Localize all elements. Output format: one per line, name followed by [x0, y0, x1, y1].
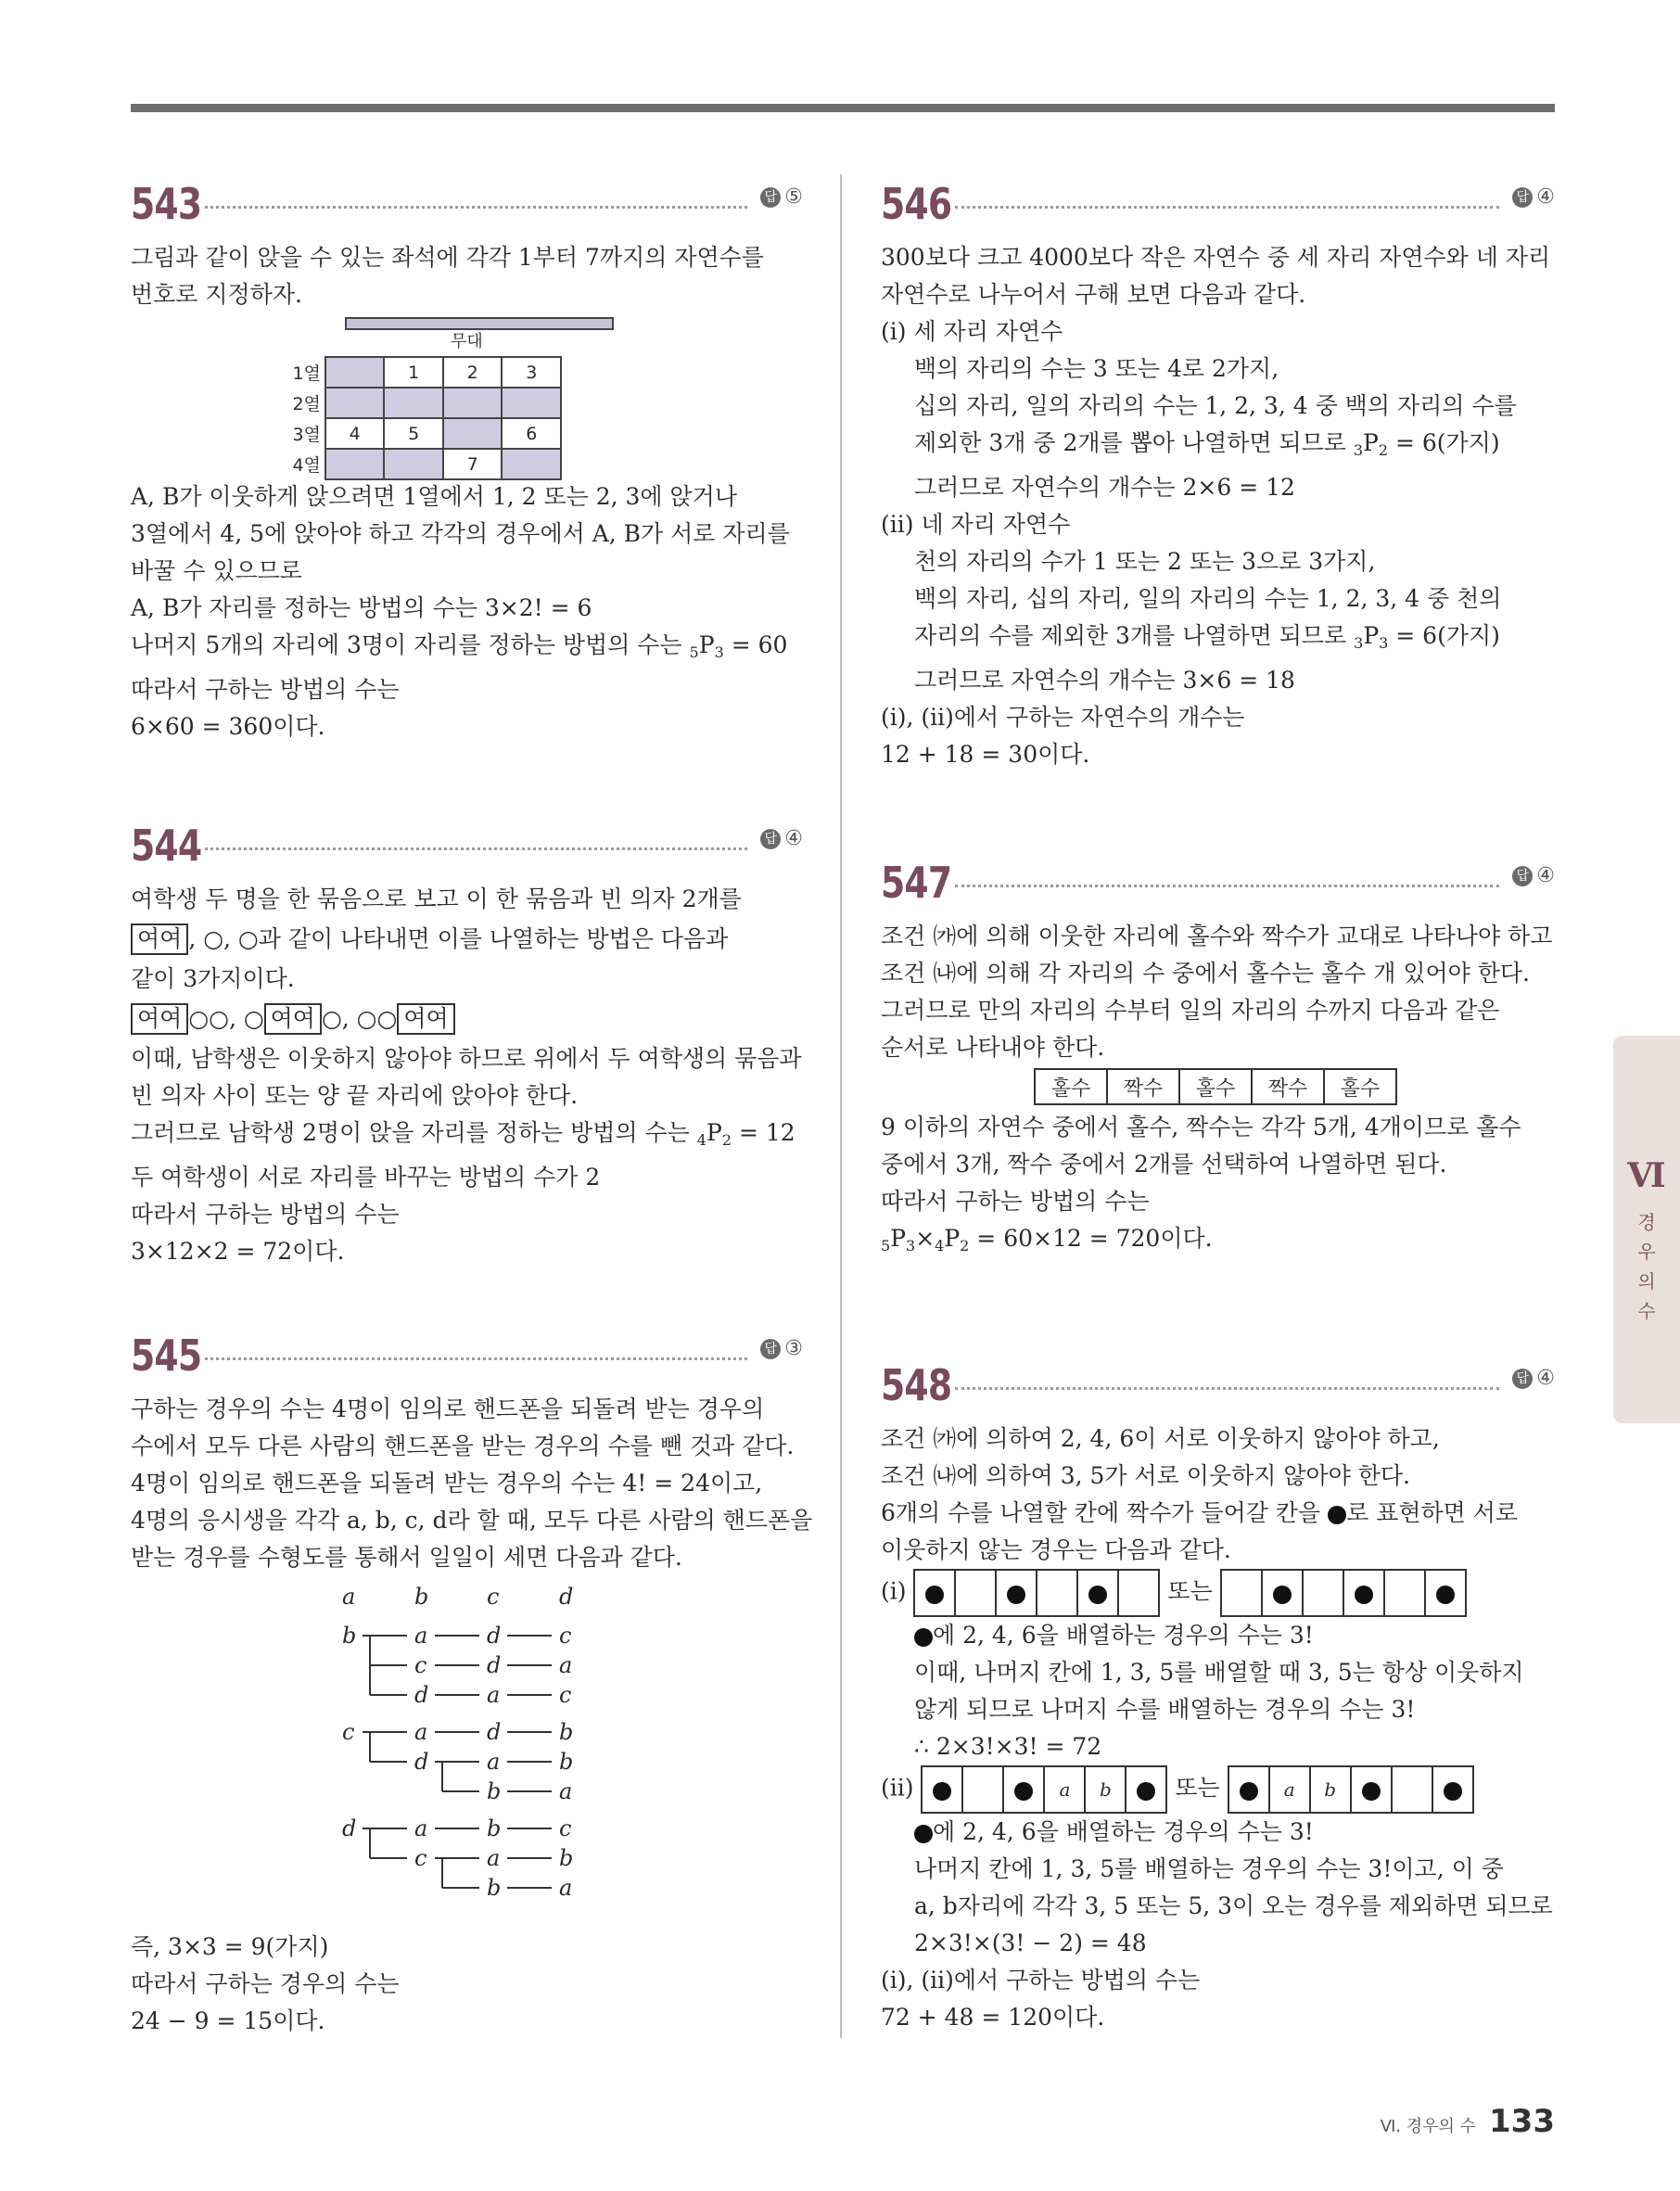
- seat: 7: [443, 449, 503, 479]
- text-line: 나머지 칸에 1, 3, 5를 배열하는 경우의 수는 3!이고, 이 중: [914, 1855, 1504, 1882]
- text-line: 번호로 지정하자.: [131, 281, 302, 308]
- perm-n: 4: [935, 1237, 945, 1255]
- filled-dot-icon: [925, 1586, 944, 1604]
- pair-box: 여여: [397, 1003, 454, 1035]
- arrangements: [131, 998, 803, 1040]
- answer: [760, 827, 803, 850]
- text-line: 24 − 9 = 15이다.: [131, 2007, 325, 2034]
- tree-node: c: [414, 1845, 427, 1871]
- tree-node: d: [414, 1749, 429, 1775]
- tree-node: a: [414, 1623, 428, 1649]
- perm-r: 3: [1379, 634, 1389, 652]
- slot: [1425, 1570, 1466, 1616]
- seat: 3: [502, 357, 561, 388]
- slot: [1037, 1570, 1077, 1616]
- text-line: 바꿀 수 있으므로: [131, 557, 302, 584]
- seat: 5: [384, 418, 443, 449]
- tree-node: b: [559, 1749, 574, 1775]
- problem-header: [881, 174, 1555, 234]
- text: = 60×12 = 720이다.: [969, 1225, 1213, 1252]
- pair-box: 여여: [131, 1003, 188, 1035]
- tree-node: b: [342, 1623, 357, 1649]
- filled-dot-icon: [914, 1628, 933, 1647]
- text-line: 십의 자리, 일의 자리의 수는 1, 2, 3, 4 중 백의 자리의 수를: [914, 392, 1517, 419]
- slot: [1303, 1570, 1343, 1616]
- perm-p: P: [890, 1225, 907, 1252]
- parity-cell: 짝수: [1107, 1069, 1179, 1104]
- text: = 6(가지): [1388, 429, 1500, 456]
- row-label: 3열: [292, 425, 321, 445]
- text-line: 받는 경우를 수형도를 통해서 일일이 세면 다음과 같다.: [131, 1544, 682, 1571]
- slot: [1228, 1766, 1269, 1813]
- chapter-title: [1613, 1207, 1680, 1326]
- text-line: 백의 자리의 수는 3 또는 4로 2가지,: [914, 355, 1279, 382]
- tree-node: c: [559, 1815, 572, 1841]
- slot-row: [913, 1569, 1160, 1617]
- tree-node: c: [414, 1652, 427, 1678]
- tree-node: d: [414, 1682, 429, 1708]
- seat: [502, 388, 561, 418]
- text: ○, ○○: [321, 1005, 398, 1032]
- text-line: 따라서 구하는 방법의 수는: [131, 1201, 400, 1228]
- seat: [384, 449, 443, 479]
- slot: [922, 1766, 962, 1813]
- tree-node: a: [487, 1749, 501, 1775]
- seat: 4: [325, 418, 385, 449]
- perm-n: 5: [689, 643, 699, 661]
- tree-node: a: [559, 1778, 573, 1804]
- text-line: 않게 되므로 나머지 수를 배열하는 경우의 수는 3!: [914, 1696, 1416, 1723]
- seat: [384, 388, 443, 418]
- tree-node: d: [487, 1719, 502, 1745]
- text: 제외한 3개 중 2개를 뽑아 나열하면 되므로: [914, 429, 1354, 456]
- seat: [325, 388, 385, 418]
- answer-icon: 답: [1512, 866, 1533, 886]
- text-line: 3열에서 4, 5에 앉아야 하고 각각의 경우에서 A, B가 서로 자리를: [131, 520, 790, 547]
- perm-n: 3: [1353, 441, 1364, 459]
- text-line: 2×3!×(3! − 2) = 48: [914, 1930, 1147, 1956]
- perm-p: P: [944, 1225, 961, 1252]
- tree-header: d: [559, 1584, 574, 1610]
- formula-line: [881, 618, 1555, 662]
- text-line: 그러므로 자연수의 개수는 3×6 = 18: [914, 667, 1295, 694]
- slot-row: [1220, 1569, 1467, 1617]
- text-line: 조건 ㈏에 의하여 3, 5가 서로 이웃하지 않아야 한다.: [881, 1462, 1410, 1489]
- slot: [914, 1570, 955, 1616]
- perm-r: 2: [721, 1131, 732, 1149]
- problem-543: [131, 174, 803, 745]
- text: 나머지 5개의 자리에 3명이 자리를 정하는 방법의 수는: [131, 631, 690, 658]
- tree-node: a: [414, 1719, 428, 1745]
- seat-row: [284, 388, 561, 418]
- text-line: (ⅰ) 세 자리 자연수: [881, 318, 1063, 345]
- parity-cell: 홀수: [1324, 1069, 1396, 1104]
- slot: b: [1310, 1766, 1351, 1813]
- parity-cell: 짝수: [1252, 1069, 1324, 1104]
- chapter-roman: Ⅵ: [1627, 1156, 1666, 1195]
- problem-number: 548: [881, 1360, 952, 1410]
- answer-icon: 답: [1512, 1369, 1533, 1389]
- chapter-title-char: 우: [1637, 1241, 1656, 1263]
- text-line: 그러므로 자연수의 개수는 2×6 = 12: [914, 474, 1295, 501]
- tree-header: a: [342, 1584, 356, 1610]
- tree-node: c: [559, 1623, 572, 1649]
- perm-r: 2: [1378, 441, 1389, 459]
- answer-value: ④: [1536, 864, 1555, 887]
- slot: [1392, 1766, 1432, 1813]
- text-line: 조건 ㈎에 의해 이웃한 자리에 홀수와 짝수가 교대로 나타나야 하고: [881, 923, 1553, 949]
- pair-box: 여여: [131, 924, 188, 955]
- text-line: [881, 1617, 1555, 1654]
- text-line: 구하는 경우의 수는 4명이 임의로 핸드폰을 되돌려 받는 경우의: [131, 1395, 765, 1422]
- problem-544: [131, 816, 803, 1270]
- perm-p: P: [1363, 429, 1379, 456]
- slot: [955, 1570, 996, 1616]
- dotted-leader: [205, 1357, 747, 1360]
- problem-header: [131, 816, 803, 875]
- chapter-tab: [1613, 1036, 1680, 1423]
- problem-548: [881, 1356, 1555, 2036]
- perm-p: P: [1363, 622, 1380, 649]
- text-line: (ⅰ), (ⅱ)에서 구하는 자연수의 개수는: [881, 704, 1245, 731]
- answer: [760, 185, 803, 209]
- slot: [1003, 1766, 1044, 1813]
- text-line: a, b자리에 각각 3, 5 또는 5, 3이 오는 경우를 제외하면 되므로: [914, 1892, 1553, 1919]
- text-line: 이때, 나머지 칸에 1, 3, 5를 배열할 때 3, 5는 항상 이웃하지: [914, 1659, 1524, 1686]
- text-line: 그러므로 만의 자리의 수부터 일의 자리의 수까지 다음과 같은: [881, 997, 1500, 1024]
- text-line: 4명이 임의로 핸드폰을 되돌려 받는 경우의 수는 4! = 24이고,: [131, 1470, 763, 1497]
- tree-header: b: [414, 1584, 429, 1610]
- dotted-leader: [955, 1387, 1499, 1390]
- text-line: 조건 ㈎에 의하여 2, 4, 6이 서로 이웃하지 않아야 하고,: [881, 1425, 1440, 1452]
- dotted-leader: [205, 847, 747, 850]
- problem-header: [131, 174, 803, 234]
- case-label: (ⅱ): [881, 1774, 914, 1802]
- answer: [1512, 864, 1555, 887]
- perm-r: 2: [960, 1237, 970, 1255]
- seat: [443, 388, 503, 418]
- answer-value: ③: [784, 1337, 803, 1360]
- perm-n: 4: [696, 1131, 706, 1149]
- text-line: (ⅱ) 네 자리 자연수: [881, 511, 1071, 538]
- text-line: 따라서 구하는 방법의 수는: [881, 1188, 1150, 1215]
- slot: [1351, 1766, 1392, 1813]
- slot: [1343, 1570, 1384, 1616]
- text-line: [131, 918, 803, 961]
- text: = 60: [723, 631, 788, 658]
- text-line: 자연수로 나누어서 구해 보면 다음과 같다.: [881, 281, 1306, 308]
- filled-dot-icon: [1444, 1782, 1462, 1801]
- perm-n: 3: [1354, 634, 1364, 652]
- dotted-leader: [955, 206, 1499, 209]
- text: 그러므로 남학생 2명이 앉을 자리를 정하는 방법의 수는: [131, 1119, 697, 1146]
- or-label: 또는: [1175, 1774, 1220, 1802]
- column-divider: [840, 174, 842, 2038]
- parity-cell: 홀수: [1179, 1069, 1252, 1104]
- seat-figure: [292, 313, 590, 499]
- text-line: A, B가 자리를 정하는 방법의 수는 3×2! = 6: [131, 594, 592, 621]
- case-i-slots: [881, 1569, 1555, 1617]
- row-label: 2열: [292, 394, 321, 414]
- formula-line: [881, 1220, 1555, 1265]
- problem-546: [881, 174, 1555, 773]
- chapter-title-char: 의: [1637, 1270, 1656, 1293]
- text: 6개의 수를 나열할 칸에 짝수가 들어갈 칸을: [881, 1499, 1329, 1526]
- tree-node: b: [559, 1845, 574, 1871]
- top-rule: [131, 104, 1555, 112]
- text: ×: [915, 1225, 935, 1252]
- tree-branches: [363, 1636, 552, 1888]
- tree-node: b: [487, 1875, 502, 1901]
- text: ○○, ○: [188, 1005, 264, 1032]
- seat: 6: [502, 418, 561, 449]
- text: 에 2, 4, 6을 배열하는 경우의 수는 3!: [933, 1818, 1314, 1845]
- text-line: 따라서 구하는 경우의 수는: [131, 1970, 400, 1997]
- dotted-leader: [205, 206, 747, 209]
- tree-node: d: [487, 1652, 502, 1678]
- tree-node: a: [559, 1652, 573, 1678]
- seat: 2: [443, 357, 503, 388]
- text-line: [881, 1495, 1555, 1532]
- perm-p: P: [706, 1119, 722, 1146]
- text-line: 두 여학생이 서로 자리를 바꾸는 방법의 수가 2: [131, 1164, 601, 1191]
- slot: [1384, 1570, 1425, 1616]
- text-line: 즉, 3×3 = 9(가지): [131, 1933, 329, 1960]
- perm-n: 5: [881, 1237, 891, 1255]
- slot: [1262, 1570, 1303, 1616]
- text: , ○, ○과 같이 나타내면 이를 나열하는 방법은 다음과: [188, 925, 729, 952]
- problem-header: [881, 1356, 1555, 1415]
- problem-545: [131, 1326, 813, 2040]
- answer-icon: 답: [1512, 187, 1533, 208]
- filled-dot-icon: [1014, 1782, 1033, 1801]
- seat: 1: [384, 357, 443, 388]
- tree-node: b: [559, 1719, 574, 1745]
- seat: [502, 449, 561, 479]
- slot: [996, 1570, 1037, 1616]
- parity-cell: 홀수: [1035, 1069, 1107, 1104]
- or-label: 또는: [1167, 1577, 1213, 1605]
- filled-dot-icon: [1137, 1782, 1155, 1801]
- text-line: 그림과 같이 앉을 수 있는 좌석에 각각 1부터 7까지의 자연수를: [131, 244, 764, 271]
- tree-node: b: [487, 1815, 502, 1841]
- parity-table: [1034, 1068, 1397, 1105]
- text-line: (ⅰ), (ⅱ)에서 구하는 방법의 수는: [881, 1967, 1201, 1994]
- chapter-title-char: 경: [1637, 1211, 1656, 1233]
- text: = 6(가지): [1388, 622, 1500, 649]
- filled-dot-icon: [914, 1825, 933, 1843]
- filled-dot-icon: [933, 1782, 951, 1801]
- answer-value: ④: [784, 827, 803, 850]
- text-line: 여학생 두 명을 한 묶음으로 보고 이 한 묶음과 빈 의자 2개를: [131, 885, 742, 912]
- filled-dot-icon: [1007, 1586, 1025, 1604]
- tree-node: c: [559, 1682, 572, 1708]
- slot: [962, 1766, 1003, 1813]
- answer-value: ④: [1536, 1367, 1555, 1390]
- tree-diagram: [333, 1576, 630, 1925]
- text: 로 표현하면 서로: [1346, 1499, 1519, 1526]
- answer-icon: 답: [760, 1339, 781, 1359]
- seat-row: [284, 418, 561, 449]
- text-line: 같이 3가지이다.: [131, 965, 295, 992]
- problem-number: 546: [881, 179, 952, 229]
- slot: [1126, 1766, 1166, 1813]
- tree-node: a: [559, 1875, 573, 1901]
- answer: [760, 1337, 803, 1360]
- slot: [1077, 1570, 1118, 1616]
- text-line: 백의 자리, 십의 자리, 일의 자리의 수는 1, 2, 3, 4 중 천의: [914, 585, 1502, 612]
- text-line: 조건 ㈏에 의해 각 자리의 수 중에서 홀수는 홀수 개 있어야 한다.: [881, 960, 1530, 987]
- problem-header: [881, 853, 1555, 912]
- slot: [1432, 1766, 1473, 1813]
- filled-dot-icon: [1240, 1782, 1258, 1801]
- case-ii-slots: [881, 1765, 1555, 1814]
- case-label: (ⅰ): [881, 1577, 907, 1605]
- text-line: 따라서 구하는 방법의 수는: [131, 676, 400, 703]
- tree-node: a: [487, 1845, 501, 1871]
- answer: [1512, 185, 1555, 209]
- formula-line: [881, 425, 1555, 469]
- footer-section: Ⅵ. 경우의 수: [1380, 2117, 1477, 2136]
- row-label: 4열: [292, 455, 321, 476]
- problem-number: 545: [131, 1331, 202, 1381]
- answer: [1512, 1367, 1555, 1390]
- seat: [325, 357, 385, 388]
- problem-number: 547: [881, 858, 952, 908]
- text-line: 3×12×2 = 72이다.: [131, 1238, 345, 1265]
- chapter-title-char: 수: [1637, 1300, 1656, 1322]
- seat-row: [284, 449, 561, 479]
- text-line: 72 + 48 = 120이다.: [881, 2004, 1105, 2031]
- text-line: 300보다 크고 4000보다 작은 자연수 중 세 자리 자연수와 네 자리: [881, 244, 1551, 271]
- seat-row: [284, 357, 561, 388]
- text-line: A, B가 이웃하게 앉으려면 1열에서 1, 2 또는 2, 3에 앉거나: [131, 483, 737, 510]
- seat: [443, 418, 503, 449]
- answer-icon: 답: [760, 829, 781, 849]
- answer-value: ⑤: [784, 185, 803, 209]
- filled-dot-icon: [1362, 1782, 1381, 1801]
- slot-row: [921, 1765, 1167, 1814]
- formula-line: [131, 1115, 803, 1159]
- slot: [1221, 1570, 1262, 1616]
- text-line: 이때, 남학생은 이웃하지 않아야 하므로 위에서 두 여학생의 묶음과: [131, 1045, 802, 1072]
- row-label: 1열: [292, 363, 321, 384]
- text-line: 12 + 18 = 30이다.: [881, 741, 1090, 768]
- slot-row: [1228, 1765, 1474, 1814]
- text-line: 6×60 = 360이다.: [131, 713, 325, 740]
- answer-value: ④: [1536, 185, 1555, 209]
- slot: a: [1269, 1766, 1310, 1813]
- tree-node: a: [487, 1682, 501, 1708]
- text: 자리의 수를 제외한 3개를 나열하면 되므로: [914, 622, 1355, 649]
- text-line: ∴ 2×3!×3! = 72: [914, 1733, 1102, 1760]
- text: 에 2, 4, 6을 배열하는 경우의 수는 3!: [933, 1622, 1314, 1649]
- perm-p: P: [698, 631, 715, 658]
- text: = 12: [732, 1119, 795, 1146]
- perm-r: 3: [714, 643, 724, 661]
- page-number: 133: [1489, 2103, 1555, 2140]
- dotted-leader: [955, 885, 1499, 887]
- filled-dot-icon: [1328, 1506, 1346, 1524]
- text-line: 순서로 나타내야 한다.: [881, 1034, 1105, 1061]
- problem-number: 544: [131, 821, 202, 871]
- tree-node: d: [487, 1623, 502, 1649]
- slot: b: [1085, 1766, 1126, 1813]
- text-line: 4명의 응시생을 각각 a, b, c, d라 할 때, 모두 다른 사람의 핸드폰을: [131, 1507, 813, 1534]
- filled-dot-icon: [1436, 1586, 1455, 1604]
- text-line: 천의 자리의 수가 1 또는 2 또는 3으로 3가지,: [914, 548, 1376, 575]
- page-footer: [1381, 2103, 1555, 2140]
- seat-grid: [284, 356, 562, 480]
- slot: a: [1044, 1766, 1085, 1813]
- problem-number: 543: [131, 179, 202, 229]
- text-line: 빈 의자 사이 또는 양 끝 자리에 앉아야 한다.: [131, 1082, 579, 1109]
- problem-header: [131, 1326, 803, 1385]
- tree-header: c: [487, 1584, 500, 1610]
- filled-dot-icon: [1088, 1586, 1107, 1604]
- text-line: 9 이하의 자연수 중에서 홀수, 짝수는 각각 5개, 4개이므로 홀수: [881, 1114, 1521, 1140]
- text-line: [881, 1814, 1555, 1851]
- text-line: 수에서 모두 다른 사람의 핸드폰을 받는 경우의 수를 뺀 것과 같다.: [131, 1433, 795, 1459]
- tree-node: c: [342, 1719, 355, 1745]
- formula-line: [131, 627, 803, 671]
- filled-dot-icon: [1355, 1586, 1373, 1604]
- answer-icon: 답: [760, 187, 781, 208]
- slot: [1118, 1570, 1159, 1616]
- text-line: 중에서 3개, 짝수 중에서 2개를 선택하여 나열하면 된다.: [881, 1151, 1447, 1178]
- seat: [325, 449, 385, 479]
- text-line: 이웃하지 않는 경우는 다음과 같다.: [881, 1536, 1231, 1563]
- tree-node: d: [342, 1815, 357, 1841]
- perm-r: 3: [906, 1237, 916, 1255]
- tree-node: b: [487, 1778, 502, 1804]
- filled-dot-icon: [1273, 1586, 1292, 1604]
- stage-label: 무대: [451, 332, 483, 351]
- pair-box: 여여: [264, 1003, 322, 1035]
- tree-node: a: [414, 1815, 428, 1841]
- problem-547: [881, 853, 1555, 1265]
